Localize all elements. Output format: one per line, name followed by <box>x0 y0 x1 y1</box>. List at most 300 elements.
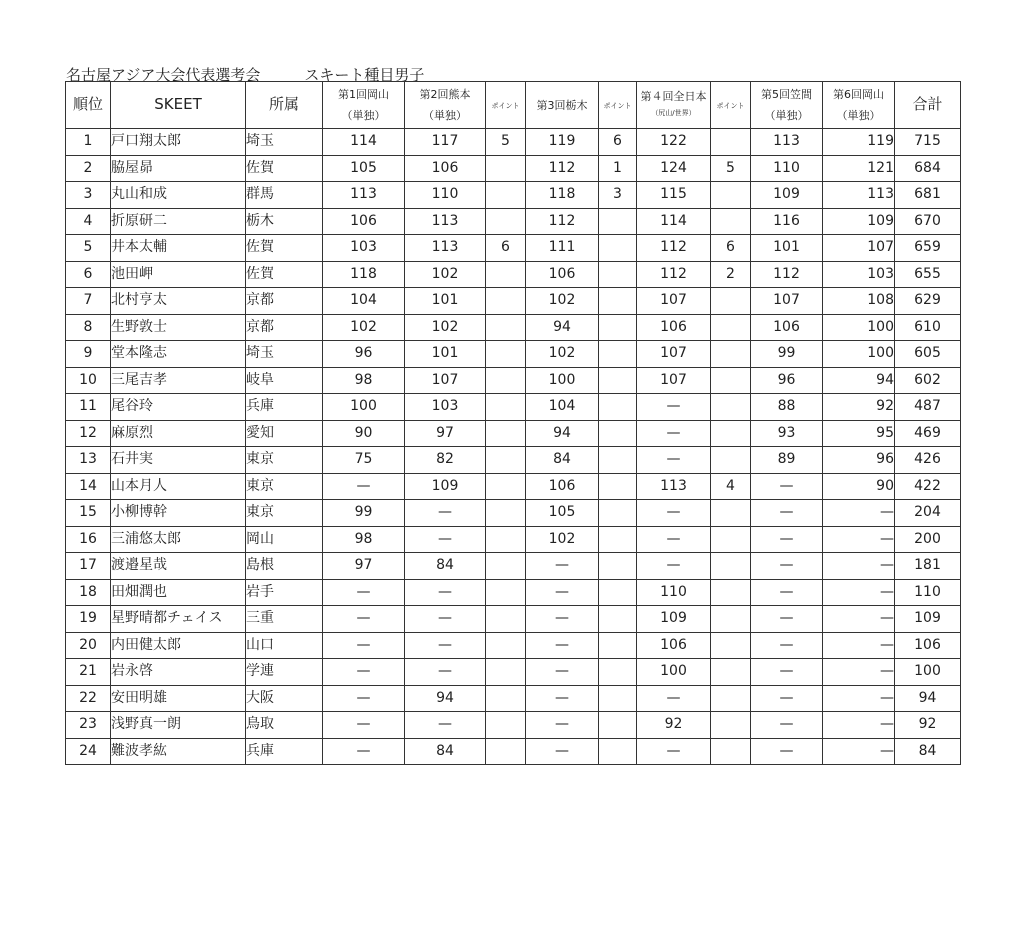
cell-round1-score: 118 <box>323 261 405 288</box>
cell-total: 610 <box>895 314 961 341</box>
cell-round1-score: — <box>323 712 405 739</box>
cell-total: 655 <box>895 261 961 288</box>
cell-round5-score: — <box>751 579 823 606</box>
table-row <box>66 208 961 235</box>
header-round6-okayama: 第6回岡山 （単独） <box>823 82 895 129</box>
cell-round2-score: — <box>405 526 486 553</box>
cell-round1-score: — <box>323 659 405 686</box>
cell-shooter-name: 田畑潤也 <box>111 579 246 606</box>
cell-round4-score: 107 <box>637 341 711 368</box>
cell-point-a <box>486 155 526 182</box>
cell-round3-score: — <box>526 579 599 606</box>
cell-round3-score: 94 <box>526 420 599 447</box>
cell-total: 106 <box>895 632 961 659</box>
cell-shooter-name: 丸山和成 <box>111 182 246 209</box>
cell-total: 602 <box>895 367 961 394</box>
cell-round4-score: 113 <box>637 473 711 500</box>
cell-round2-score: 106 <box>405 155 486 182</box>
cell-shooter-name: 生野敦士 <box>111 314 246 341</box>
cell-point-a <box>486 659 526 686</box>
cell-point-b <box>599 208 637 235</box>
cell-round6-score: — <box>823 606 895 633</box>
cell-round5-score: 107 <box>751 288 823 315</box>
cell-round6-score: — <box>823 579 895 606</box>
cell-round5-score: — <box>751 685 823 712</box>
results-table <box>65 81 961 765</box>
cell-round2-score: 113 <box>405 235 486 262</box>
cell-round3-score: — <box>526 606 599 633</box>
cell-shooter-name: 堂本隆志 <box>111 341 246 368</box>
cell-round5-score: 96 <box>751 367 823 394</box>
cell-point-c <box>711 314 751 341</box>
cell-round6-score: — <box>823 712 895 739</box>
cell-shooter-name: 渡邉星哉 <box>111 553 246 580</box>
cell-point-b <box>599 420 637 447</box>
cell-round1-score: — <box>323 473 405 500</box>
cell-point-a <box>486 182 526 209</box>
cell-rank: 19 <box>66 606 111 633</box>
cell-round3-score: 102 <box>526 341 599 368</box>
cell-point-b <box>599 659 637 686</box>
cell-round5-score: — <box>751 632 823 659</box>
cell-round6-score: — <box>823 632 895 659</box>
cell-affiliation: 栃木 <box>246 208 323 235</box>
cell-round5-score: 113 <box>751 129 823 156</box>
cell-round6-score: — <box>823 659 895 686</box>
cell-round6-score: — <box>823 500 895 527</box>
table-row <box>66 738 961 765</box>
cell-total: 94 <box>895 685 961 712</box>
cell-rank: 18 <box>66 579 111 606</box>
cell-round1-score: 104 <box>323 288 405 315</box>
cell-total: 181 <box>895 553 961 580</box>
table-row <box>66 155 961 182</box>
cell-point-c <box>711 129 751 156</box>
cell-shooter-name: 安田明雄 <box>111 685 246 712</box>
cell-round3-score: 106 <box>526 473 599 500</box>
cell-round5-score: 99 <box>751 341 823 368</box>
cell-point-b <box>599 341 637 368</box>
cell-round3-score: — <box>526 712 599 739</box>
table-row <box>66 632 961 659</box>
cell-affiliation: 岡山 <box>246 526 323 553</box>
cell-round4-score: 107 <box>637 367 711 394</box>
cell-round1-score: — <box>323 685 405 712</box>
cell-point-c <box>711 420 751 447</box>
header-point-a: ポイント <box>486 82 526 129</box>
cell-point-b <box>599 738 637 765</box>
cell-round3-score: 102 <box>526 526 599 553</box>
cell-affiliation: 山口 <box>246 632 323 659</box>
cell-round2-score: — <box>405 579 486 606</box>
table-row <box>66 129 961 156</box>
cell-round4-score: — <box>637 420 711 447</box>
cell-affiliation: 鳥取 <box>246 712 323 739</box>
cell-rank: 4 <box>66 208 111 235</box>
cell-round4-score: 112 <box>637 261 711 288</box>
cell-round1-score: — <box>323 606 405 633</box>
cell-round3-score: — <box>526 738 599 765</box>
cell-affiliation: 京都 <box>246 288 323 315</box>
table-row <box>66 288 961 315</box>
cell-rank: 22 <box>66 685 111 712</box>
cell-total: 84 <box>895 738 961 765</box>
cell-round2-score: 84 <box>405 553 486 580</box>
cell-round5-score: — <box>751 606 823 633</box>
cell-point-b: 1 <box>599 155 637 182</box>
cell-point-c <box>711 182 751 209</box>
cell-total: 422 <box>895 473 961 500</box>
cell-point-a <box>486 632 526 659</box>
cell-round6-score: 94 <box>823 367 895 394</box>
cell-rank: 20 <box>66 632 111 659</box>
cell-point-c <box>711 208 751 235</box>
cell-round3-score: — <box>526 685 599 712</box>
table-row <box>66 685 961 712</box>
cell-point-c <box>711 685 751 712</box>
cell-point-a <box>486 685 526 712</box>
cell-round5-score: — <box>751 738 823 765</box>
cell-shooter-name: 難波孝紘 <box>111 738 246 765</box>
cell-round3-score: 106 <box>526 261 599 288</box>
cell-round2-score: 102 <box>405 261 486 288</box>
cell-round3-score: — <box>526 632 599 659</box>
cell-total: 92 <box>895 712 961 739</box>
cell-round3-score: 119 <box>526 129 599 156</box>
cell-round6-score: 103 <box>823 261 895 288</box>
table-body <box>66 129 961 765</box>
cell-round4-score: 110 <box>637 579 711 606</box>
cell-point-c: 6 <box>711 235 751 262</box>
cell-round5-score: 88 <box>751 394 823 421</box>
header-name: SKEET <box>111 82 246 129</box>
cell-shooter-name: 小柳博幹 <box>111 500 246 527</box>
cell-affiliation: 兵庫 <box>246 738 323 765</box>
cell-round6-score: — <box>823 526 895 553</box>
cell-point-c <box>711 606 751 633</box>
cell-point-a <box>486 553 526 580</box>
cell-total: 715 <box>895 129 961 156</box>
cell-rank: 23 <box>66 712 111 739</box>
cell-affiliation: 兵庫 <box>246 394 323 421</box>
cell-point-a: 6 <box>486 235 526 262</box>
cell-total: 487 <box>895 394 961 421</box>
cell-round6-score: — <box>823 553 895 580</box>
cell-point-a <box>486 341 526 368</box>
cell-round4-score: 100 <box>637 659 711 686</box>
cell-point-a <box>486 579 526 606</box>
cell-round6-score: 92 <box>823 394 895 421</box>
cell-point-b <box>599 235 637 262</box>
cell-round5-score: — <box>751 712 823 739</box>
cell-round4-score: — <box>637 526 711 553</box>
cell-point-b <box>599 606 637 633</box>
cell-rank: 15 <box>66 500 111 527</box>
cell-point-c <box>711 341 751 368</box>
cell-round4-score: 109 <box>637 606 711 633</box>
cell-round1-score: 100 <box>323 394 405 421</box>
cell-round4-score: 114 <box>637 208 711 235</box>
cell-shooter-name: 北村亨太 <box>111 288 246 315</box>
cell-round1-score: 98 <box>323 526 405 553</box>
cell-rank: 9 <box>66 341 111 368</box>
table-row <box>66 579 961 606</box>
cell-total: 629 <box>895 288 961 315</box>
cell-affiliation: 群馬 <box>246 182 323 209</box>
cell-round4-score: — <box>637 447 711 474</box>
cell-round6-score: 95 <box>823 420 895 447</box>
table-row <box>66 235 961 262</box>
cell-point-c <box>711 579 751 606</box>
cell-round6-score: 96 <box>823 447 895 474</box>
cell-total: 605 <box>895 341 961 368</box>
cell-round3-score: 102 <box>526 288 599 315</box>
cell-point-a <box>486 314 526 341</box>
table-row <box>66 553 961 580</box>
cell-rank: 13 <box>66 447 111 474</box>
cell-affiliation: 東京 <box>246 473 323 500</box>
header-round5-kasama: 第5回笠間 （単独） <box>751 82 823 129</box>
cell-round2-score: — <box>405 606 486 633</box>
cell-point-b <box>599 314 637 341</box>
cell-round6-score: — <box>823 685 895 712</box>
cell-point-a <box>486 261 526 288</box>
cell-round4-score: 115 <box>637 182 711 209</box>
table-row <box>66 261 961 288</box>
cell-point-a <box>486 394 526 421</box>
cell-round5-score: 116 <box>751 208 823 235</box>
cell-affiliation: 三重 <box>246 606 323 633</box>
cell-round2-score: 102 <box>405 314 486 341</box>
cell-round5-score: 109 <box>751 182 823 209</box>
cell-round1-score: — <box>323 579 405 606</box>
cell-round2-score: 109 <box>405 473 486 500</box>
cell-round2-score: 82 <box>405 447 486 474</box>
cell-point-c <box>711 659 751 686</box>
cell-round4-score: 124 <box>637 155 711 182</box>
cell-round4-score: 106 <box>637 314 711 341</box>
header-round2-kumamoto: 第2回熊本 （単独） <box>405 82 486 129</box>
cell-total: 426 <box>895 447 961 474</box>
cell-round2-score: 101 <box>405 288 486 315</box>
cell-point-a <box>486 738 526 765</box>
cell-round1-score: 106 <box>323 208 405 235</box>
cell-point-a <box>486 473 526 500</box>
cell-round6-score: 109 <box>823 208 895 235</box>
cell-affiliation: 島根 <box>246 553 323 580</box>
cell-point-b <box>599 394 637 421</box>
cell-round5-score: 93 <box>751 420 823 447</box>
cell-round1-score: 102 <box>323 314 405 341</box>
table-row <box>66 606 961 633</box>
cell-round4-score: — <box>637 685 711 712</box>
cell-round4-score: — <box>637 553 711 580</box>
cell-point-c <box>711 447 751 474</box>
cell-point-b <box>599 526 637 553</box>
cell-round2-score: 103 <box>405 394 486 421</box>
cell-total: 110 <box>895 579 961 606</box>
cell-point-b <box>599 261 637 288</box>
cell-point-a <box>486 606 526 633</box>
cell-rank: 14 <box>66 473 111 500</box>
cell-point-c <box>711 553 751 580</box>
cell-round2-score: 97 <box>405 420 486 447</box>
cell-round6-score: 90 <box>823 473 895 500</box>
cell-affiliation: 岐阜 <box>246 367 323 394</box>
cell-round5-score: 106 <box>751 314 823 341</box>
cell-shooter-name: 尾谷玲 <box>111 394 246 421</box>
cell-round1-score: 103 <box>323 235 405 262</box>
table-row <box>66 420 961 447</box>
cell-point-c: 4 <box>711 473 751 500</box>
cell-rank: 1 <box>66 129 111 156</box>
cell-point-a <box>486 288 526 315</box>
cell-point-b <box>599 553 637 580</box>
cell-rank: 7 <box>66 288 111 315</box>
cell-round1-score: 97 <box>323 553 405 580</box>
cell-round1-score: 75 <box>323 447 405 474</box>
cell-affiliation: 佐賀 <box>246 155 323 182</box>
cell-round6-score: 100 <box>823 314 895 341</box>
cell-round6-score: — <box>823 738 895 765</box>
cell-shooter-name: 石井実 <box>111 447 246 474</box>
header-point-b: ポイント <box>599 82 637 129</box>
cell-round2-score: — <box>405 659 486 686</box>
cell-round4-score: 92 <box>637 712 711 739</box>
cell-round1-score: 96 <box>323 341 405 368</box>
cell-round5-score: — <box>751 473 823 500</box>
cell-round4-score: 122 <box>637 129 711 156</box>
cell-point-a <box>486 367 526 394</box>
cell-point-b: 3 <box>599 182 637 209</box>
cell-point-a: 5 <box>486 129 526 156</box>
cell-point-a <box>486 420 526 447</box>
cell-point-c: 2 <box>711 261 751 288</box>
cell-round4-score: 107 <box>637 288 711 315</box>
cell-rank: 3 <box>66 182 111 209</box>
cell-point-a <box>486 500 526 527</box>
cell-round2-score: 94 <box>405 685 486 712</box>
cell-round4-score: 106 <box>637 632 711 659</box>
cell-point-a <box>486 208 526 235</box>
cell-round6-score: 113 <box>823 182 895 209</box>
cell-affiliation: 東京 <box>246 500 323 527</box>
header-round4-zennihon: 第４回全日本 （尻山/世界） <box>637 82 711 129</box>
cell-round3-score: 118 <box>526 182 599 209</box>
cell-total: 100 <box>895 659 961 686</box>
cell-round1-score: 99 <box>323 500 405 527</box>
cell-affiliation: 東京 <box>246 447 323 474</box>
cell-shooter-name: 麻原烈 <box>111 420 246 447</box>
cell-point-b <box>599 288 637 315</box>
table-row <box>66 367 961 394</box>
cell-round1-score: 114 <box>323 129 405 156</box>
table-row <box>66 473 961 500</box>
cell-round3-score: 112 <box>526 208 599 235</box>
cell-round1-score: 98 <box>323 367 405 394</box>
cell-shooter-name: 星野晴都チェイス <box>111 606 246 633</box>
cell-affiliation: 愛知 <box>246 420 323 447</box>
cell-shooter-name: 池田岬 <box>111 261 246 288</box>
cell-rank: 24 <box>66 738 111 765</box>
cell-total: 659 <box>895 235 961 262</box>
cell-round2-score: 84 <box>405 738 486 765</box>
cell-point-c <box>711 288 751 315</box>
cell-point-b <box>599 500 637 527</box>
cell-affiliation: 学連 <box>246 659 323 686</box>
header-affiliation: 所属 <box>246 82 323 129</box>
table-row <box>66 500 961 527</box>
cell-affiliation: 岩手 <box>246 579 323 606</box>
cell-round1-score: — <box>323 632 405 659</box>
cell-shooter-name: 山本月人 <box>111 473 246 500</box>
cell-round2-score: — <box>405 712 486 739</box>
cell-round4-score: — <box>637 394 711 421</box>
cell-round3-score: — <box>526 553 599 580</box>
competition-title: 名古屋アジア大会代表選考会 <box>66 66 261 84</box>
header-round1-okayama: 第1回岡山 （単独） <box>323 82 405 129</box>
cell-round5-score: — <box>751 659 823 686</box>
cell-point-c <box>711 526 751 553</box>
cell-round5-score: 101 <box>751 235 823 262</box>
cell-point-a <box>486 712 526 739</box>
cell-point-c <box>711 738 751 765</box>
cell-rank: 17 <box>66 553 111 580</box>
cell-round6-score: 121 <box>823 155 895 182</box>
cell-shooter-name: 岩永啓 <box>111 659 246 686</box>
cell-point-c <box>711 712 751 739</box>
cell-total: 204 <box>895 500 961 527</box>
cell-round1-score: 113 <box>323 182 405 209</box>
cell-affiliation: 佐賀 <box>246 261 323 288</box>
cell-round5-score: — <box>751 553 823 580</box>
cell-point-c: 5 <box>711 155 751 182</box>
cell-round2-score: 110 <box>405 182 486 209</box>
header-round3-tochigi: 第3回栃木 <box>526 82 599 129</box>
table-row <box>66 341 961 368</box>
cell-affiliation: 京都 <box>246 314 323 341</box>
cell-round4-score: — <box>637 738 711 765</box>
cell-point-b <box>599 447 637 474</box>
cell-affiliation: 埼玉 <box>246 129 323 156</box>
cell-round5-score: 110 <box>751 155 823 182</box>
cell-round6-score: 107 <box>823 235 895 262</box>
table-header <box>66 82 961 129</box>
cell-round2-score: 117 <box>405 129 486 156</box>
cell-round4-score: 112 <box>637 235 711 262</box>
cell-round3-score: 100 <box>526 367 599 394</box>
cell-point-c <box>711 500 751 527</box>
cell-point-b: 6 <box>599 129 637 156</box>
cell-rank: 8 <box>66 314 111 341</box>
header-point-c: ポイント <box>711 82 751 129</box>
cell-round5-score: 112 <box>751 261 823 288</box>
cell-total: 200 <box>895 526 961 553</box>
cell-shooter-name: 脇屋昴 <box>111 155 246 182</box>
cell-shooter-name: 三浦悠太郎 <box>111 526 246 553</box>
cell-round3-score: 84 <box>526 447 599 474</box>
cell-rank: 12 <box>66 420 111 447</box>
cell-round6-score: 119 <box>823 129 895 156</box>
cell-round3-score: 104 <box>526 394 599 421</box>
cell-round2-score: 113 <box>405 208 486 235</box>
cell-rank: 2 <box>66 155 111 182</box>
cell-round6-score: 100 <box>823 341 895 368</box>
cell-point-b <box>599 367 637 394</box>
table-row <box>66 659 961 686</box>
cell-round5-score: — <box>751 526 823 553</box>
cell-shooter-name: 折原研二 <box>111 208 246 235</box>
